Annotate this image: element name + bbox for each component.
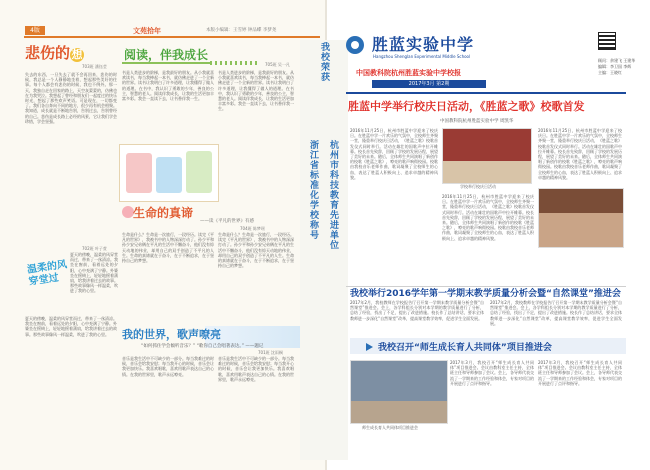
editor-info: 本版小编辑：王雪婷 钟品蝶 李梦尧 <box>206 28 277 33</box>
project-meeting-body: 2017年3月，我校召开“师生成长育人共同体”项目推进会。会议由教科室主任主持，全体班主任和导师参加了会议。会上，各导师代表交流了一学期来的工作经验和体会，专家对项目的开展进行了点评和指导。 <box>450 360 534 386</box>
sad-story-body: 失去的东西，一旦失去了就不会再回来，悲伤的时候，我总是一个人静静地坐着，想起那些美好的往事。每个人都会有悲伤的时候，我也不例外。那一天，我独自走在回家的路上，天空灰蒙蒙的，仿佛也在为我哭泣。我想起了曾经和朋友们一起度过的快乐时光，想起了那些欢声笑语。可是现在，一切都变了。我们各自奔向不同的地方，很少再有机会相聚。我知道，成长就是不断地告别，告别过去，告别曾经的自己。悲伤是成长路上必经的风景，它让我们学会珍惜，学会坚强。 <box>25 72 117 124</box>
truth-article-source: ——读《平凡的世界》有感 <box>200 219 254 224</box>
project-meeting-photo <box>350 360 448 424</box>
triangle-bullet-icon <box>366 343 373 351</box>
sad-story-title: 悲伤的 想 <box>25 44 83 62</box>
music-article-body-col2: 音乐是我生活中不可缺少的一部分。每当我难过的时候，音乐会给我安慰；每当我开心的时候，音乐会让我更加快乐。我喜欢唱歌，喜欢用歌声表达自己的心情。在我的世界里，歌声永远嘹亮。 <box>218 356 294 382</box>
photo-caption-1: 学校举行校庆日活动 <box>460 184 496 189</box>
growth-title-dots <box>210 61 260 65</box>
exam-meeting-title: 我校举行2016学年第一学期末教学质量分析会暨“自然课堂”推进会 <box>350 289 621 299</box>
project-meeting-title: 我校召开“师生成长育人共同体”项目推进会 <box>378 343 552 353</box>
book-illustration <box>119 144 219 202</box>
honor-strip <box>300 40 348 460</box>
sad-story-title-badge: 想 <box>71 48 83 61</box>
honor-col-3: 浙江省标准化学校称号 <box>308 140 318 240</box>
masthead-school: 中国教科院杭州胜蓝实验中学校报 <box>356 69 461 77</box>
warm-wind-author: 702班 叶子萱 <box>82 246 107 251</box>
growth-article-body: 书是人类进步的阶梯，是我最好的朋友。从小我就喜欢读书，每当我捧起一本书，就仿佛走进了一个全新的世界。读书让我明白了许多道理，让我懂得了做人的道理。在书中，我认识了勇敢的少年，善良的公主，智慧的老人。阅读伴我成长，让我的生活更加丰富多彩。我会一直读下去，让书香伴我一生。 <box>122 70 214 102</box>
qr-code-icon <box>598 32 616 50</box>
masthead-subtitle: Hangzhou Shenglan Experimental Middle School <box>373 54 471 59</box>
music-article-title: 我的世界，歌声嘹亮 <box>122 328 221 341</box>
truth-article-body: 生命是什么？生命是一次旅行，一段经历。读完《平凡的世界》，我被书中的人物深深打动了。孙少平和孙少安兄弟俩在平凡的生活中不懈奋斗，他们没有惊天动地的伟业，却用自己的双手创造了不平凡的人生。生命的真谛就在于奋斗，在于不断追求，在于坚持自己的梦想。 <box>122 232 214 264</box>
warm-wind-body-top: 夏天的傍晚，温柔的风穿堂而过，带来了一丝清凉。我坐在窗前，看着远处的夕阳，心中充满了宁静。外婆坐在摇椅上，轻轻地摇着蒲扇，给我讲着过去的故事。那些故事像风一样温柔，吹进了我的心里。 <box>70 252 118 294</box>
music-article-subtitle: “如何抓住学会倾听音乐？” “歌你自己会唱著表达。” ——题记 <box>141 344 264 349</box>
warm-wind-body: 夏天的傍晚，温柔的风穿堂而过，带来了一丝清凉。我坐在窗前，看着远处的夕阳，心中充满了宁静。外婆坐在摇椅上，轻轻地摇着蒲扇，给我讲着过去的故事。那些故事像风一样温柔，吹进了我的心里。 <box>25 316 117 337</box>
project-meeting-body-col2: 2017年3月，我校召开“师生成长育人共同体”项目推进会。会议由教科室主任主持，全体班主任和导师参加了会议。会上，各导师代表交流了一学期来的工作经验和体会，专家对项目的开展进行了点评和指导。 <box>538 360 622 386</box>
music-article-author: 701班 沈雨桐 <box>258 350 283 355</box>
main-headline-byline: 中国教科院杭州胜蓝实验中学 周凯华 <box>440 119 514 124</box>
page-number-badge: 4版 <box>25 26 45 35</box>
growth-article-author: 705班 吴一凡 <box>265 62 290 67</box>
masthead-issue: 2017年3月 第2期 <box>372 80 486 88</box>
masthead-divider <box>346 92 626 94</box>
main-article-body-col3: 2016年11月25日，杭州市胜蓝中学迎来了校庆日。在胜蓝中学一片欢乐的气氛中，全校师生齐聚一堂，隆重举行校庆日活动，《胜蓝之歌》校歌首发仪式同时举行。活动在雄壮的国歌声中拉开帷幕。校长首先致辞，回顾了学校的发展历程，展望了美好的未来。随后，全体师生共同演唱了新创作的校歌《胜蓝之歌》，嘹亮的歌声响彻校园。校歌由我校音乐老师作曲，歌词凝聚了全校师生的心血，表达了胜蓝人积极向上、追求卓越的精神风貌。 <box>538 128 622 180</box>
music-article-body: 音乐是我生活中不可缺少的一部分。每当我难过的时候，音乐会给我安慰；每当我开心的时候，音乐会让我更加快乐。我喜欢唱歌，喜欢用歌声表达自己的心情。在我的世界里，歌声永远嘹亮。 <box>122 356 214 377</box>
celebration-photo-1 <box>442 128 532 184</box>
masthead-info: 顾问：余建飞 王建华 编辑：李卫国 李辉 主编：王晓红 <box>598 58 636 75</box>
exam-meeting-body: 2017年2月，我校教师在学校报告厅召开第一学期末教学质量分析会暨“自然课堂”推进会。会上，各学科组长分别对本学期的教学质量进行了分析，总结了经验，找出了不足，提出了改进措施。校长作了总结讲话，要求全体教师进一步深化“自然课堂”改革，提高课堂教学效率，促进学生全面发展。 <box>350 300 484 321</box>
exam-meeting-body-col2: 2017年2月，我校教师在学校报告厅召开第一学期末教学质量分析会暨“自然课堂”推进会。会上，各学科组长分别对本学期的教学质量进行了分析，总结了经验，找出了不足，提出了改进措施。校长作了总结讲话，要求全体教师进一步深化“自然课堂”改革，提高课堂教学效率，促进学生全面发展。 <box>490 300 622 326</box>
celebration-photo-2 <box>538 188 624 248</box>
sad-story-author: 703班 潘钰莹 <box>82 64 107 69</box>
section-title: 文苑拾年 <box>133 27 161 35</box>
truth-article-title: 生命的真谛 <box>133 206 194 220</box>
truth-article-author: 704班 陈梦瑶 <box>240 226 265 231</box>
header-divider <box>24 36 320 38</box>
growth-article-body-col2: 书是人类进步的阶梯，是我最好的朋友。从小我就喜欢读书，每当我捧起一本书，就仿佛走进了一个全新的世界。读书让我明白了许多道理，让我懂得了做人的道理。在书中，我认识了勇敢的少年，善良的公主，智慧的老人。阅读伴我成长，让我的生活更加丰富多彩。我会一直读下去，让书香伴我一生。 <box>218 70 294 112</box>
main-article-body: 2016年11月25日，杭州市胜蓝中学迎来了校庆日。在胜蓝中学一片欢乐的气氛中，全校师生齐聚一堂，隆重举行校庆日活动，《胜蓝之歌》校歌首发仪式同时举行。活动在雄壮的国歌声中拉开帷幕。校长首先致辞，回顾了学校的发展历程，展望了美好的未来。随后，全体师生共同演唱了新创作的校歌《胜蓝之歌》，嘹亮的歌声响彻校园。校歌由我校音乐老师作曲，歌词凝聚了全校师生的心血，表达了胜蓝人积极向上、追求卓越的精神风貌。 <box>350 128 438 180</box>
growth-article-title: 阅读，伴我成长 <box>124 48 209 62</box>
masthead-title: 胜蓝实验中学 <box>372 35 475 54</box>
school-logo-icon <box>346 36 364 54</box>
warm-wind-title: 温柔的风穿堂过 <box>26 259 68 288</box>
left-header <box>0 0 326 36</box>
honor-col-2: 杭州市科技教育先进单位 <box>328 140 338 250</box>
truth-article-body-col2: 生命是什么？生命是一次旅行，一段经历。读完《平凡的世界》，我被书中的人物深深打动了。孙少平和孙少安兄弟俩在平凡的生活中不懈奋斗，他们没有惊天动地的伟业，却用自己的双手创造了不平凡的人生。生命的真谛就在于奋斗，在于不断追求，在于坚持自己的梦想。 <box>218 232 294 269</box>
honor-col-1: 我校荣获 <box>319 42 329 82</box>
photo-caption-3: 师生成长育人共同体项目推进会 <box>362 425 418 430</box>
main-headline: 胜蓝中学举行校庆日活动，《胜蓝之歌》校歌首发 <box>348 100 585 113</box>
main-article-body-col2: 2016年11月25日，杭州市胜蓝中学迎来了校庆日。在胜蓝中学一片欢乐的气氛中，全校师生齐聚一堂，隆重举行校庆日活动，《胜蓝之歌》校歌首发仪式同时举行。活动在雄壮的国歌声中拉开帷幕。校长首先致辞，回顾了学校的发展历程，展望了美好的未来。随后，全体师生共同演唱了新创作的校歌《胜蓝之歌》，嘹亮的歌声响彻校园。校歌由我校音乐老师作曲，歌词凝聚了全校师生的心血，表达了胜蓝人积极向上、追求卓越的精神风貌。 <box>442 194 534 241</box>
growth-title-underline <box>122 62 210 64</box>
